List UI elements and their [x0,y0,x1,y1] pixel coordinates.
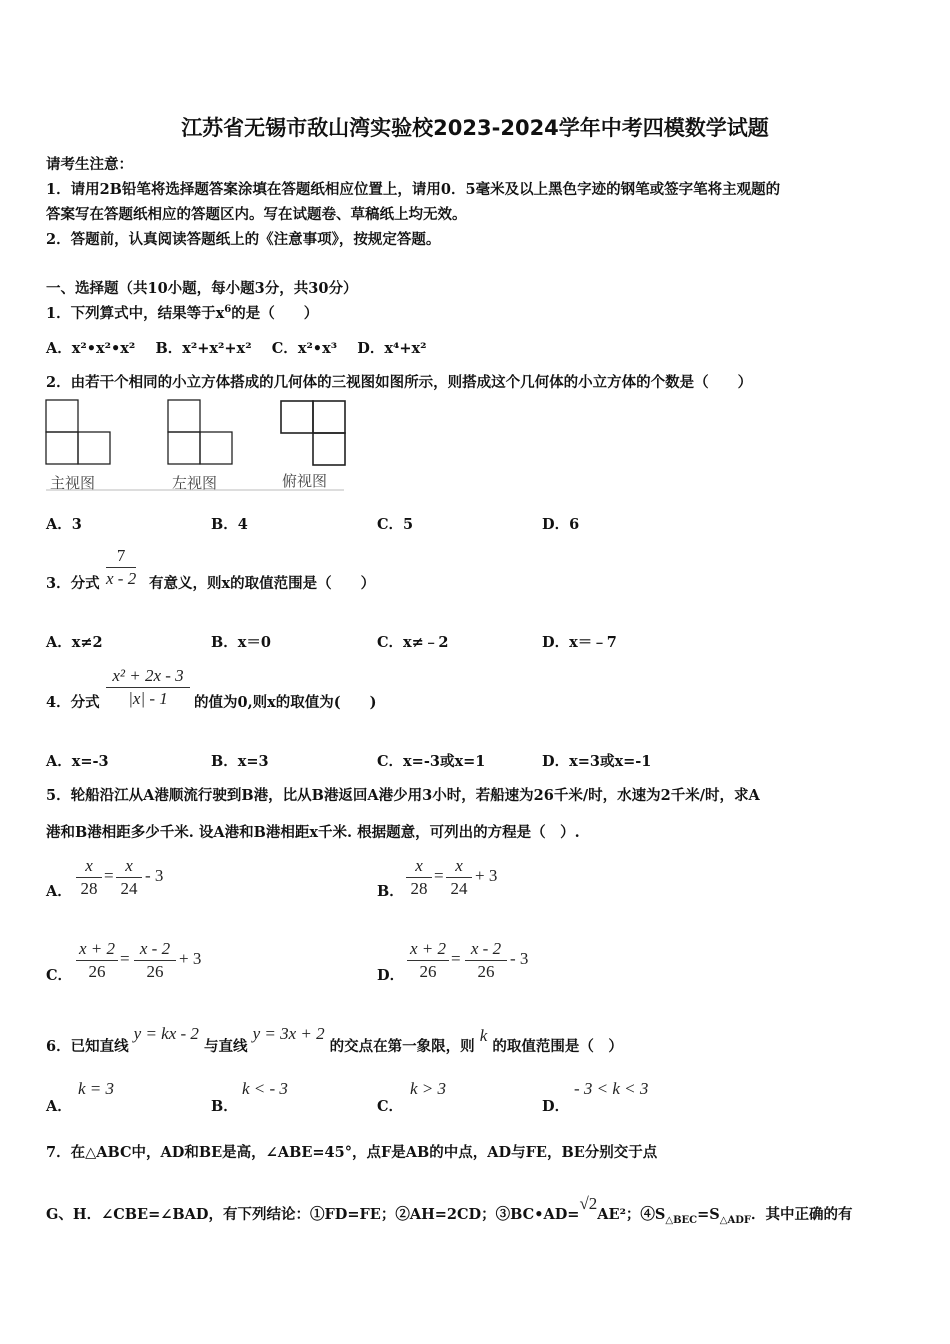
q7-text-part: ．其中正确的有 [751,1206,853,1223]
fraction-denominator: |x| - 1 [128,689,168,708]
fraction-numerator: x [446,856,472,878]
q6-option-a-value: k = 3 [78,1079,115,1098]
notice-line-2: 答案写在答题纸相应的答题区内。写在试题卷、草稿纸上均无效。 [46,206,467,223]
question-1-options [46,337,427,358]
q2-option-d[interactable]: D．6 [542,516,580,533]
top-view-grid [281,401,345,465]
q6-option-d-value: - 3 < k < 3 [574,1079,649,1098]
q6-stem-part: 的取值范围是（ ） [492,1038,623,1055]
left-view-caption: 左视图 [172,474,218,492]
fraction-numerator: x - 2 [465,939,507,961]
q4-option-d[interactable]: D．x=3或x=-1 [542,753,652,770]
q4-option-c[interactable]: C．x=-3或x=1 [377,753,486,770]
fraction-denominator: 26 [146,962,164,981]
q5-option-d-label[interactable]: D． [377,967,405,984]
fraction-denominator: 26 [88,962,106,981]
option-label: B． [155,340,183,357]
q3-option-d[interactable]: D．x＝﹣7 [542,634,617,651]
q5-a-frac-1 [76,856,102,899]
fraction-numerator: x [406,856,432,878]
top-view-caption: 俯视图 [282,472,328,490]
q3-option-b[interactable]: B．x＝0 [211,634,271,651]
q5-d-frac-2 [465,939,507,982]
area-subscript-bec: △BEC [665,1214,698,1226]
q5-a-equals: = [104,866,114,885]
option-value: x²+x²+x² [182,340,252,357]
q7-line-1: 7．在△ABC中，AD和BE是高，∠ABE=45°，点F是AB的中点，AD与FE，BE分别交于点 [46,1144,658,1161]
q6-option-d-label[interactable]: D． [542,1098,570,1115]
q1-option-a[interactable] [46,340,135,357]
q7-text-part: AE²；④S [597,1206,666,1223]
option-label: A． [46,340,72,357]
notice-line-1: 1．请用2B铅笔将选择题答案涂填在答题纸相应位置上，请用0．5毫米及以上黑色字迹的钢笔或签字笔将主观题的 [46,181,781,198]
q5-option-c-label[interactable]: C． [46,967,73,984]
q6-option-a-label[interactable]: A． [46,1098,72,1115]
q5-d-equals: = [451,949,461,968]
q2-option-a[interactable]: A．3 [46,516,82,533]
q1-stem-part: 的是（ ） [231,305,319,322]
q5-b-frac-1 [406,856,432,899]
q2-option-b[interactable]: B．4 [211,516,248,533]
question-1-stem [46,302,318,323]
fraction-numerator: x - 2 [134,939,176,961]
q5-a-frac-2 [116,856,142,899]
fraction-denominator: 28 [410,879,428,898]
q1-option-c[interactable] [272,340,337,357]
option-label: C． [271,340,298,357]
q6-option-c-value: k > 3 [410,1079,447,1098]
option-value: x⁴+x² [384,340,427,357]
question-2-stem: 2．由若干个相同的小立方体搭成的几何体的三视图如图所示，则搭成这个几何体的小立方体的个数是（ ） [46,374,753,391]
q4-label: 4．分式 [46,694,100,711]
q5-line-2: 港和B港相距多少千米. 设A港和B港相距x千米. 根据题意，可列出的方程是（ ）. [46,824,580,841]
q7-text-part: =S [697,1206,720,1223]
q5-c-frac-2 [134,939,176,982]
fraction-numerator: x [116,856,142,878]
option-value: x²•x²•x² [71,340,136,357]
q5-b-frac-2 [446,856,472,899]
q4-tail: 的值为0,则x的取值为( ) [194,694,377,711]
q6-variable-k: k [479,1026,488,1045]
q6-option-b-label[interactable]: B． [211,1098,238,1115]
front-view-caption: 主视图 [50,474,96,492]
q3-tail: 有意义，则x的取值范围是（ ） [149,575,376,592]
q5-c-frac-1 [76,939,118,982]
q5-d-frac-1 [407,939,449,982]
q1-option-b[interactable] [156,340,252,357]
q6-option-b-value: k < - 3 [242,1079,288,1098]
q1-stem-sup: 6 [224,304,232,316]
q2-option-c[interactable]: C．5 [377,516,414,533]
q5-option-b-label[interactable]: B． [377,883,404,900]
q6-equation-1: y = kx - 2 [133,1024,199,1043]
q6-option-c-label[interactable]: C． [377,1098,404,1115]
front-view-grid [46,400,110,464]
fraction-numerator: x + 2 [76,939,118,961]
fraction-numerator: x + 2 [407,939,449,961]
q4-fraction [106,666,190,709]
q6-stem [46,1024,623,1056]
option-value: x²•x³ [297,340,338,357]
fraction-denominator: 24 [450,879,468,898]
q3-option-a[interactable]: A．x≠2 [46,634,103,651]
fraction-denominator: 26 [477,962,495,981]
area-subscript-adf: △ADF [719,1214,751,1226]
fraction-numerator: x [76,856,102,878]
q4-option-b[interactable]: B．x=3 [211,753,269,770]
q5-a-tail: - 3 [145,866,164,885]
q1-stem-part: 1．下列算式中，结果等于x [46,305,225,322]
left-view-grid [168,400,232,464]
notice-heading: 请考生注意： [46,156,133,173]
q6-stem-part: 的交点在第一象限，则 [329,1038,475,1055]
q1-option-d[interactable] [357,340,426,357]
fraction-numerator: 7 [106,546,136,568]
page-title: 江苏省无锡市敌山湾实验校2023-2024学年中考四模数学试题 [181,116,769,140]
q7-line-2 [46,1194,853,1226]
q5-line-1: 5．轮船沿江从A港顺流行驶到B港，比从B港返回A港少用3小时，若船速为26千米/时，水速为2千米/时，求A [46,787,760,804]
fraction-denominator: 28 [80,879,98,898]
q5-b-equals: = [434,866,444,885]
section-heading: 一、选择题（共10小题，每小题3分，共30分） [46,280,358,297]
fraction-denominator: 24 [120,879,138,898]
q5-option-a-label[interactable]: A． [46,883,72,900]
q3-fraction [106,546,136,589]
sqrt-two: √2 [579,1194,598,1213]
q5-c-tail: + 3 [179,949,202,968]
q6-stem-part: 6．已知直线 [46,1038,129,1055]
q4-option-a[interactable]: A．x=-3 [46,753,109,770]
q3-option-c[interactable]: C．x≠﹣2 [377,634,449,651]
option-label: D． [357,340,385,357]
notice-line-3: 2．答题前，认真阅读答题纸上的《注意事项》，按规定答题。 [46,231,441,248]
q3-label: 3．分式 [46,575,100,592]
q5-d-tail: - 3 [510,949,529,968]
q5-b-tail: + 3 [475,866,498,885]
q5-c-equals: = [120,949,130,968]
q7-text-part: G、H．∠CBE=∠BAD，有下列结论：①FD=FE；②AH=2CD；③BC•AD= [46,1206,580,1223]
fraction-denominator: x - 2 [106,569,137,588]
fraction-numerator: x² + 2x - 3 [106,666,190,688]
fraction-denominator: 26 [419,962,437,981]
q6-stem-part: 与直线 [204,1038,248,1055]
q6-equation-2: y = 3x + 2 [252,1024,325,1043]
